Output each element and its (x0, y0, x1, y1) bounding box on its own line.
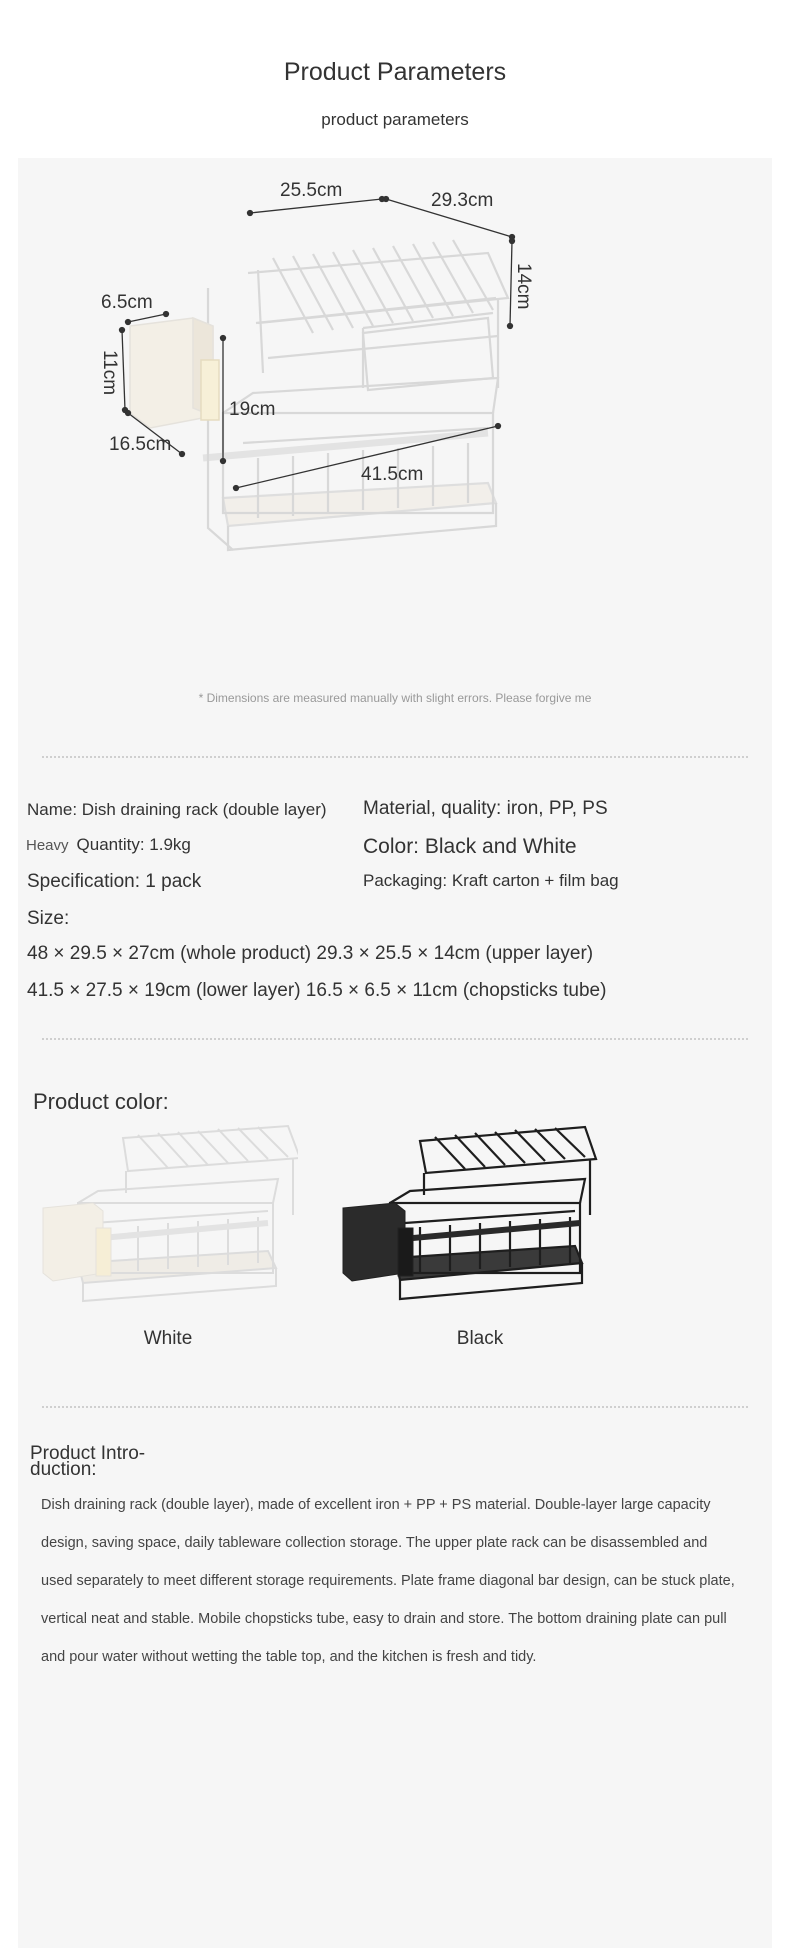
spec-material: Material, quality: iron, PP, PS (363, 798, 608, 819)
product-color-title: Product color: (33, 1089, 169, 1114)
dim-upper-height: 14cm (513, 263, 534, 310)
measurement-note: * Dimensions are measured manually with slight errors. Please forgive me (198, 691, 592, 705)
spec-quantity-row (26, 835, 191, 855)
rack-dimension-diagram (18, 158, 772, 678)
spec-heavy-tag: Heavy (26, 837, 69, 854)
white-rack-image (38, 1123, 298, 1318)
dim-lower-height: 19cm (229, 399, 276, 420)
dim-tube-height: 11cm (99, 350, 120, 396)
divider (42, 1406, 748, 1408)
spec-name: Name: Dish draining rack (double layer) (27, 800, 327, 819)
dim-top-depth: 29.3cm (431, 190, 494, 211)
white-rack-illustration (203, 240, 508, 550)
spec-packaging: Packaging: Kraft carton + film bag (363, 871, 619, 890)
intro-title-line1: Product Intro- (30, 1443, 146, 1464)
divider (42, 1038, 748, 1040)
spec-size-label: Size: (27, 908, 70, 929)
intro-text: Dish draining rack (double layer), made of excellent iron + PP + PS material. Double-layer large capacity design, saving space, daily tableware collection storage. The upper plate rack can be disassembled and used separately to meet different storage requirements. Plate frame diagonal bar design, can be stuck plate, vertical neat and stable. Mobile chopsticks tube, easy to drain and store. The bottom draining plate can pull and pour water without wetting the table top, and the kitchen is fresh and tidy. (41, 1497, 735, 1665)
dim-bottom-length: 41.5cm (361, 464, 424, 485)
header-subtitle: product parameters (321, 110, 469, 129)
intro-title (30, 1443, 146, 1480)
spec-size-line1: 48 × 29.5 × 27cm (whole product) 29.3 × 25.5 × 14cm (upper layer) (27, 943, 594, 964)
black-rack-image (340, 1123, 600, 1318)
spec-specification: Specification: 1 pack (27, 871, 202, 892)
intro-title-line2: duction: (30, 1459, 97, 1480)
spec-color: Color: Black and White (363, 835, 577, 858)
dim-tube-width: 6.5cm (101, 292, 153, 313)
color-caption-black: Black (456, 1328, 504, 1349)
dim-top-width: 25.5cm (280, 180, 343, 201)
color-caption-white: White (143, 1328, 193, 1349)
divider (42, 756, 748, 758)
header-title: Product Parameters (283, 58, 507, 86)
chopsticks-tube (130, 318, 219, 428)
spec-size-line2: 41.5 × 27.5 × 19cm (lower layer) 16.5 × 6.5 × 11cm (chopsticks tube) (27, 980, 607, 1001)
dim-tube-depth: 16.5cm (109, 434, 172, 455)
spec-quantity: Quantity: 1.9kg (76, 835, 191, 854)
content-panel (18, 158, 772, 1948)
